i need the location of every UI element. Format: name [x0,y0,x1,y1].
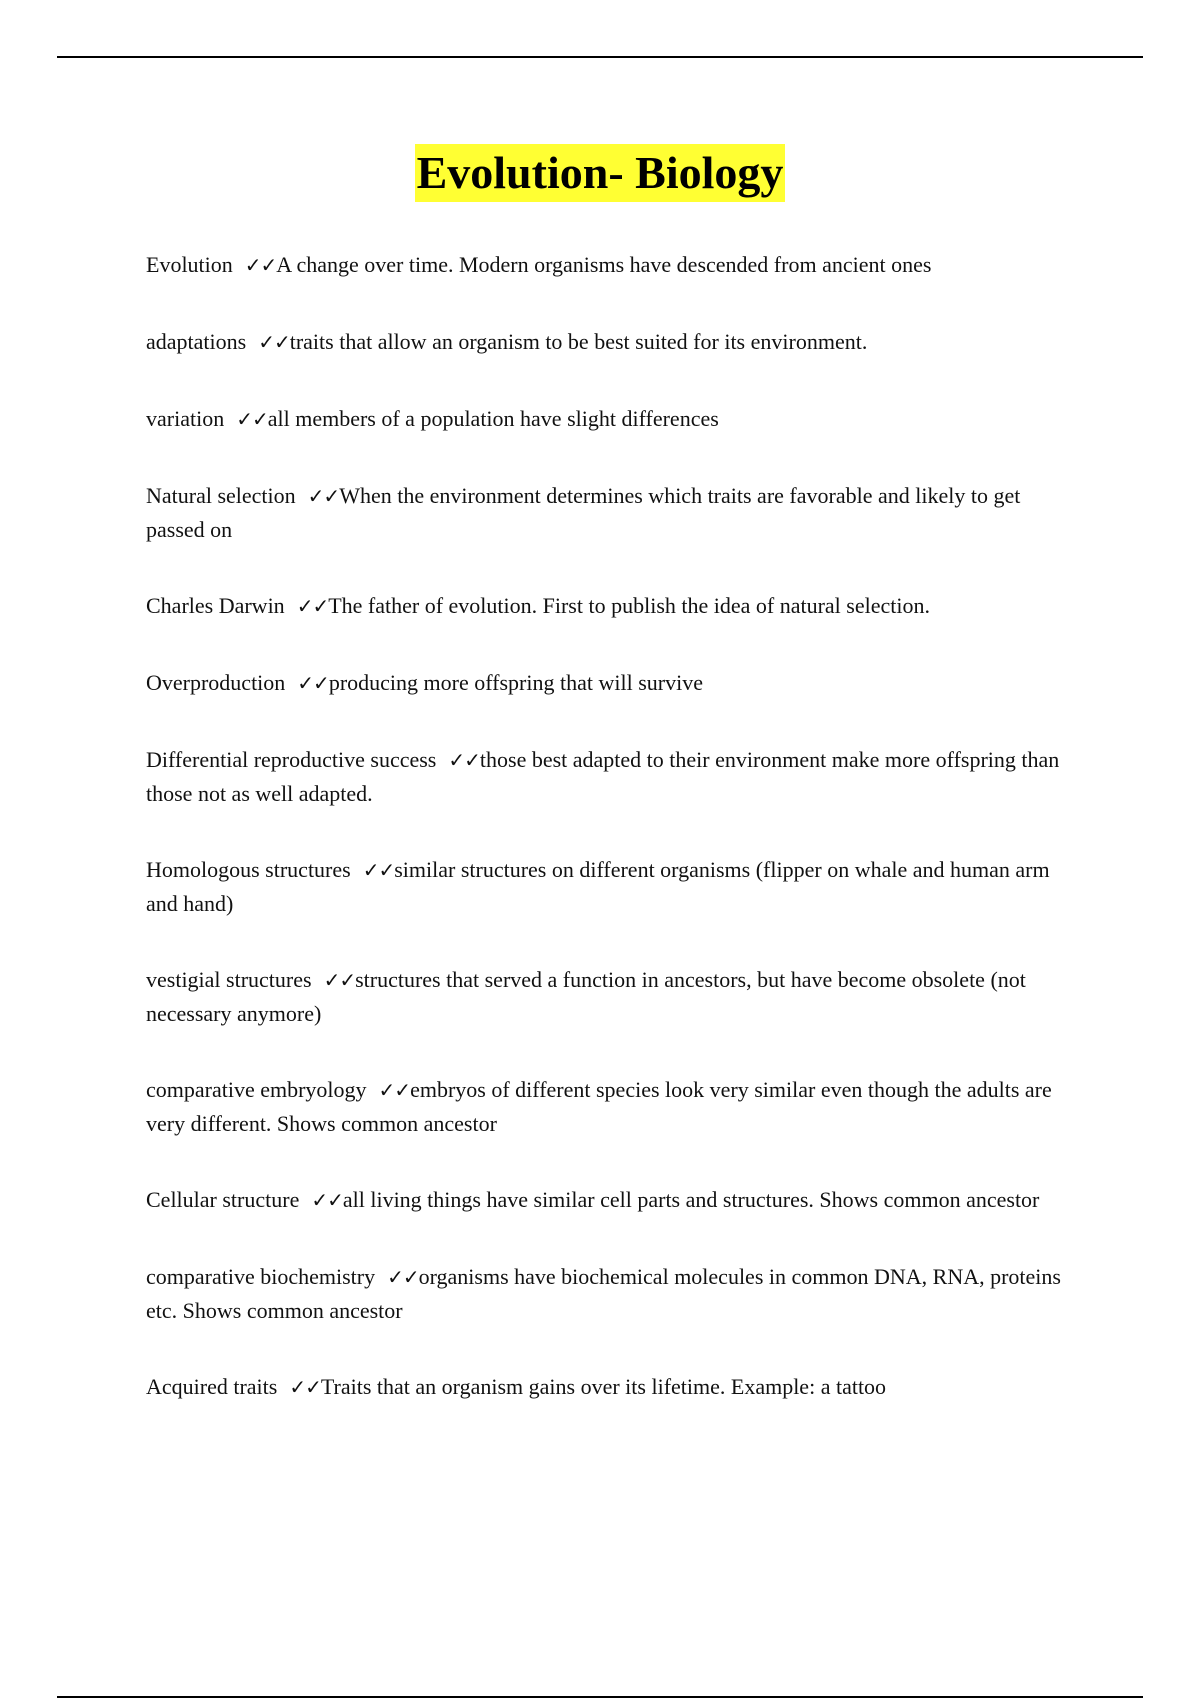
entry-term: Natural selection [146,483,296,508]
check-mark-icon: ✓✓ [236,407,268,431]
entry-definition: all members of a population have slight differences [267,406,719,431]
list-item [146,589,1076,623]
list-item [146,666,1076,700]
entry-term: variation [146,406,225,431]
list-item [146,1260,1076,1327]
entry-term: comparative embryology [146,1077,367,1102]
entry-definition: embryos of different species look very similar even though the adults are very different. Shows common ancestor [146,1077,1052,1136]
check-mark-icon: ✓✓ [362,858,395,882]
entry-definition: organisms have biochemical molecules in common DNA, RNA, proteins etc. Shows common ancestor [146,1264,1061,1323]
list-item [146,248,1076,282]
entry-term: Cellular structure [146,1187,300,1212]
entry-term: Charles Darwin [146,593,285,618]
entry-term: Differential reproductive success [146,747,437,772]
check-mark-icon: ✓✓ [289,1375,321,1399]
entry-definition: structures that served a function in ancestors, but have become obsolete (not necessary anymore) [146,967,1026,1026]
entry-definition: those best adapted to their environment make more offspring than those not as well adapted. [146,747,1060,806]
entry-definition: A change over time. Modern organisms have descended from ancient ones [276,252,932,277]
page-title: Evolution- Biology [415,144,786,202]
check-mark-icon: ✓✓ [378,1078,411,1102]
entry-definition: Traits that an organism gains over its lifetime. Example: a tattoo [320,1374,887,1399]
list-item [146,743,1076,810]
list-item [146,963,1076,1030]
entry-definition: similar structures on different organisms (flipper on whale and human arm and hand) [146,857,1050,916]
list-item [146,325,1076,359]
entry-term: Homologous structures [146,857,351,882]
entry-term: Acquired traits [146,1374,278,1399]
entry-definition: The father of evolution. First to publish the idea of natural selection. [328,593,930,618]
list-item [146,402,1076,436]
check-mark-icon: ✓✓ [448,748,480,772]
entry-term: comparative biochemistry [146,1264,376,1289]
check-mark-icon: ✓✓ [311,1188,343,1212]
top-rule [57,56,1143,58]
bottom-rule [57,1696,1143,1698]
list-item [146,1183,1076,1217]
check-mark-icon: ✓✓ [307,484,340,508]
list-item [146,479,1076,546]
title-container [0,144,1200,202]
entry-term: vestigial structures [146,967,312,992]
list-item [146,1370,1076,1404]
check-mark-icon: ✓✓ [258,330,290,354]
check-mark-icon: ✓✓ [296,594,329,618]
entry-definition: traits that allow an organism to be best suited for its environment. [289,329,868,354]
glossary-list [146,248,1076,1447]
list-item [146,1073,1076,1140]
entry-term: Overproduction [146,670,286,695]
check-mark-icon: ✓✓ [297,671,329,695]
entry-definition: producing more offspring that will survive [328,670,703,695]
entry-definition: all living things have similar cell parts and structures. Shows common ancestor [342,1187,1040,1212]
list-item [146,853,1076,920]
entry-term: adaptations [146,329,247,354]
check-mark-icon: ✓✓ [244,253,277,277]
entry-definition: When the environment determines which traits are favorable and likely to get passed on [146,483,1021,542]
entry-term: Evolution [146,252,233,277]
check-mark-icon: ✓✓ [387,1265,419,1289]
check-mark-icon: ✓✓ [323,968,356,992]
